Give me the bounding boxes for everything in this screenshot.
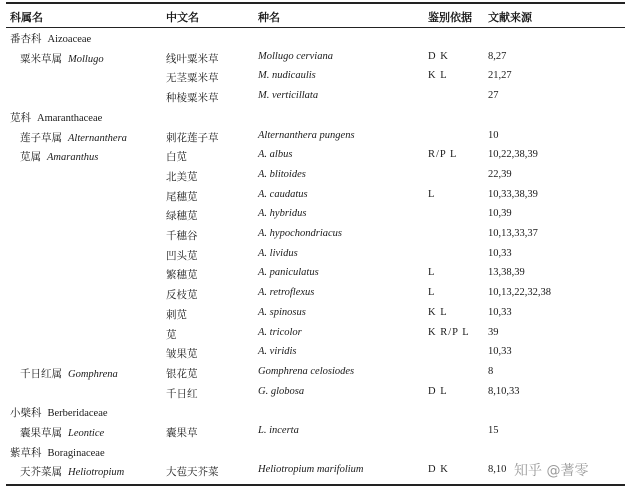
chinese-name: 银花苋 xyxy=(166,367,198,380)
references: 10,13,33,37 xyxy=(488,228,538,239)
table-row xyxy=(0,187,637,207)
references: 10,33 xyxy=(488,247,512,259)
genus-name-latin: Mollugo xyxy=(68,53,104,65)
chinese-name: 囊果草 xyxy=(166,427,198,439)
table-top-rule xyxy=(6,2,625,4)
identification-basis: L xyxy=(428,287,436,299)
genus-name xyxy=(20,464,124,479)
table-row xyxy=(0,305,637,325)
identification-basis: K R/P L xyxy=(428,326,470,338)
genus-name-latin: Leontice xyxy=(68,428,105,439)
species-name: Mollugo cerviana xyxy=(258,50,333,62)
family-name xyxy=(10,405,108,420)
references: 8 xyxy=(488,365,494,377)
family-name-cn: 紫草科 xyxy=(10,446,42,459)
family-name xyxy=(10,445,105,460)
table-header-rule xyxy=(6,27,625,28)
table-row xyxy=(0,226,637,246)
genus-name xyxy=(20,425,104,440)
watermark: 知乎 @蓍零 xyxy=(514,463,589,479)
references: 10,22,38,39 xyxy=(488,149,538,161)
genus-name-cn: 莲子草属 xyxy=(20,131,62,144)
chinese-name: 线叶粟米草 xyxy=(166,52,219,65)
chinese-name: 北美苋 xyxy=(166,170,198,183)
family-row xyxy=(0,29,637,49)
genus-name-cn: 天芥菜属 xyxy=(20,466,62,479)
chinese-name: 皱果苋 xyxy=(166,348,198,361)
header-family: 科属名 xyxy=(10,11,43,24)
family-name-latin: Aizoaceae xyxy=(47,34,92,45)
identification-basis: D K xyxy=(428,50,449,62)
references: 10,33 xyxy=(488,306,512,318)
table-row xyxy=(0,206,637,226)
references: 10 xyxy=(488,129,499,141)
chinese-name: 种棱粟米草 xyxy=(166,92,219,105)
species-name: A. retroflexus xyxy=(258,287,315,299)
family-name-cn: 苋科 xyxy=(10,111,31,124)
species-name: M. verticillata xyxy=(258,90,319,102)
table-row xyxy=(0,128,637,148)
table-row xyxy=(0,325,637,345)
table-row xyxy=(0,384,637,404)
species-name: A. viridis xyxy=(258,346,297,358)
table-row xyxy=(0,364,637,384)
family-name-latin: Berberidaceae xyxy=(47,408,108,420)
identification-basis: K L xyxy=(428,70,448,82)
references: 15 xyxy=(488,425,499,436)
chinese-name: 千穗谷 xyxy=(166,230,198,242)
identification-basis: K L xyxy=(428,306,448,318)
species-name: L. incerta xyxy=(258,425,299,436)
identification-basis: R/P L xyxy=(428,149,458,161)
genus-name-latin: Heliotropium xyxy=(68,467,125,479)
species-name: A. tricolor xyxy=(258,326,302,338)
table-row xyxy=(0,344,637,364)
chinese-name: 凹头苋 xyxy=(166,249,198,262)
identification-basis: L xyxy=(428,188,436,200)
header-chinese-name: 中文名 xyxy=(166,11,199,24)
references: 27 xyxy=(488,90,499,102)
table-row xyxy=(0,49,637,69)
references: 8,27 xyxy=(488,50,507,62)
references: 10,13,22,32,38 xyxy=(488,287,551,299)
genus-name-latin: Amaranthus xyxy=(47,152,99,164)
genus-name xyxy=(20,51,104,66)
genus-name xyxy=(20,149,98,164)
chinese-name: 刺花莲子草 xyxy=(166,131,219,144)
genus-name xyxy=(20,366,118,381)
family-name-latin: Boraginaceae xyxy=(47,447,105,459)
chinese-name: 大苞天芥菜 xyxy=(166,466,219,479)
references: 10,39 xyxy=(488,208,512,220)
chinese-name: 绿穗苋 xyxy=(166,210,198,223)
chinese-name: 繁穗苋 xyxy=(166,269,198,282)
references: 10,33 xyxy=(488,346,512,358)
genus-name-cn: 囊果草属 xyxy=(20,427,62,439)
table-row xyxy=(0,265,637,285)
species-name: M. nudicaulis xyxy=(258,70,316,82)
species-name: Heliotropium marifolium xyxy=(258,464,364,476)
family-row xyxy=(0,403,637,423)
family-name xyxy=(10,31,91,46)
species-name: G. globosa xyxy=(258,385,305,397)
chinese-name: 刺苋 xyxy=(166,308,187,321)
species-name: A. albus xyxy=(258,149,293,161)
identification-basis: D L xyxy=(428,385,448,397)
references: 10,33,38,39 xyxy=(488,188,538,200)
genus-name-latin: Alternanthera xyxy=(68,132,127,144)
chinese-name: 千日红 xyxy=(166,387,198,400)
table-row xyxy=(0,68,637,88)
species-name: A. hybridus xyxy=(258,208,307,220)
references: 8,10,33 xyxy=(488,385,520,397)
species-name: Gomphrena celosiodes xyxy=(258,365,355,377)
table-row xyxy=(0,246,637,266)
family-row xyxy=(0,108,637,128)
table-row xyxy=(0,167,637,187)
table-bottom-rule xyxy=(6,484,625,486)
header-species-name: 种名 xyxy=(258,11,280,24)
species-name: A. blitoides xyxy=(258,168,306,180)
family-name-cn: 小檗科 xyxy=(10,407,42,420)
genus-name-cn: 粟米草属 xyxy=(20,52,62,65)
family-name xyxy=(10,110,102,125)
chinese-name: 尾穗苋 xyxy=(166,190,198,203)
header-basis: 鉴别依据 xyxy=(428,11,472,24)
species-name: A. caudatus xyxy=(258,188,308,200)
genus-name-latin: Gomphrena xyxy=(68,368,118,380)
species-name: A. hypochondriacus xyxy=(258,228,342,239)
genus-name-cn: 千日红属 xyxy=(20,367,62,380)
genus-name xyxy=(20,130,127,145)
species-name: A. paniculatus xyxy=(258,267,319,279)
chinese-name: 苋 xyxy=(166,328,177,341)
species-name: Alternanthera pungens xyxy=(258,129,355,141)
genus-name-cn: 苋属 xyxy=(20,151,41,164)
references: 8,10 xyxy=(488,464,507,476)
references: 13,38,39 xyxy=(488,267,525,279)
header-references: 文献来源 xyxy=(488,11,532,24)
table-row xyxy=(0,147,637,167)
chinese-name: 无茎粟米草 xyxy=(166,72,219,85)
chinese-name: 反枝苋 xyxy=(166,289,198,302)
species-name: A. lividus xyxy=(258,247,298,259)
identification-basis: L xyxy=(428,267,436,279)
family-name-cn: 番杏科 xyxy=(10,33,42,45)
table-row xyxy=(0,423,637,443)
table-row xyxy=(0,285,637,305)
identification-basis: D K xyxy=(428,464,449,476)
references: 39 xyxy=(488,326,499,338)
chinese-name: 白苋 xyxy=(166,151,187,164)
family-name-latin: Amaranthaceae xyxy=(37,112,103,124)
species-name: A. spinosus xyxy=(258,306,306,318)
table-row xyxy=(0,88,637,108)
references: 22,39 xyxy=(488,168,512,180)
references: 21,27 xyxy=(488,70,512,82)
